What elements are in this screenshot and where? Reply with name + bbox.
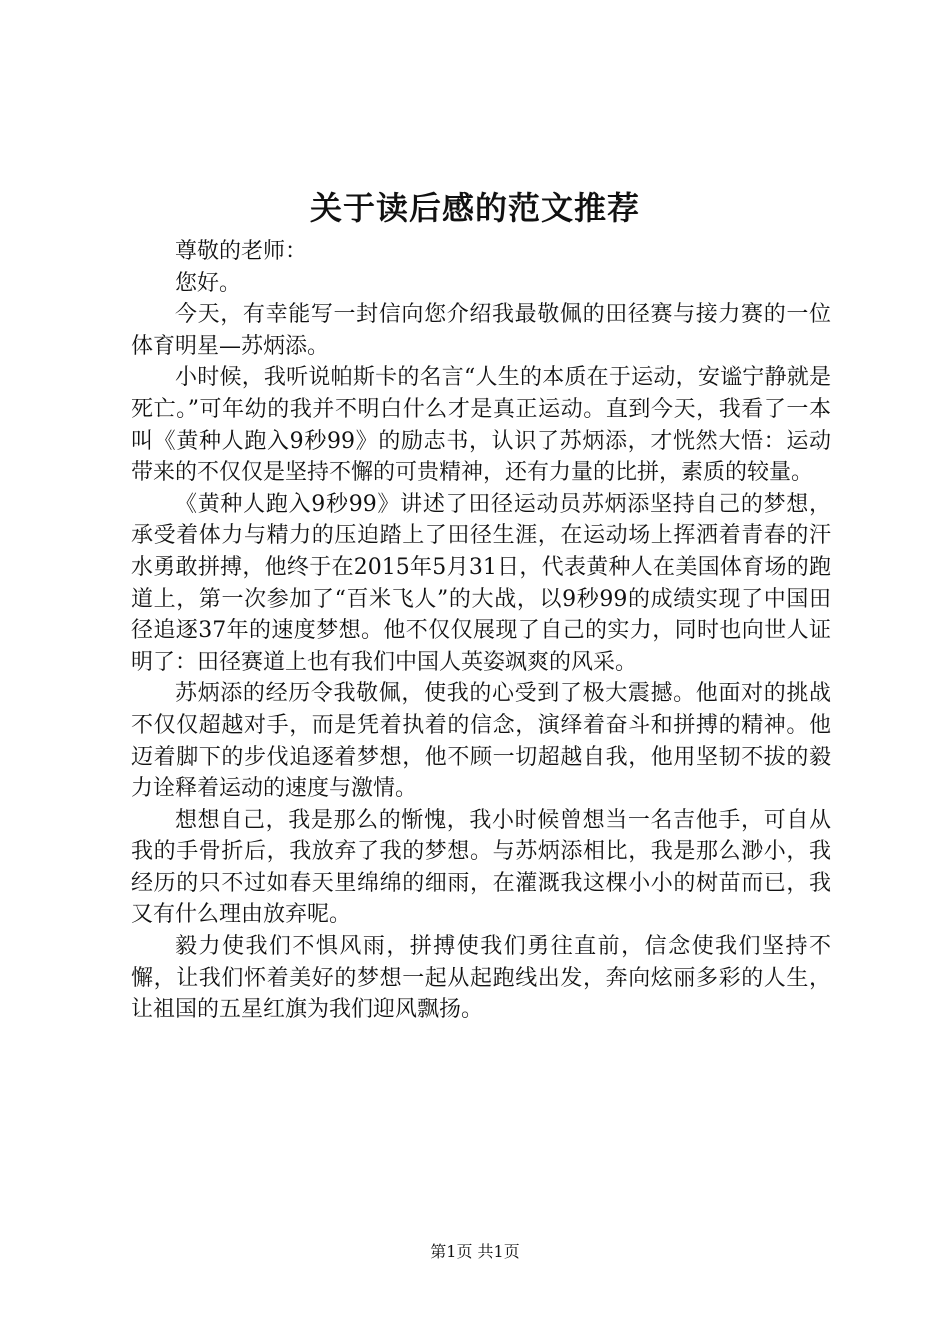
body-paragraph: 小时候，我听说帕斯卡的名言“人生的本质在于运动，安谧宁静就是死亡。”可年幼的我并不明白什么才是真正运动。直到今天，我看了一本叫《黄种人跑入9秒99》的励志书，认识了苏炳添，才恍然大悟：运动带来的不仅仅是坚持不懈的可贵精神，还有力量的比拼，素质的较量。 bbox=[131, 365, 831, 486]
document-body bbox=[131, 236, 831, 1026]
body-paragraph: 想想自己，我是那么的惭愧，我小时候曾想当一名吉他手，可自从我的手骨折后，我放弃了我的梦想。与苏炳添相比，我是那么渺小，我经历的只不过如春天里绵绵的细雨，在灌溉我这棵小小的树苗而已，我又有什么理由放弃呢。 bbox=[131, 807, 831, 928]
greeting: 您好。 bbox=[175, 270, 242, 296]
body-paragraph: 毅力使我们不惧风雨，拼搏使我们勇往直前，信念使我们坚持不懈，让我们怀着美好的梦想一起从起跑线出发，奔向炫丽多彩的人生，让祖国的五星红旗为我们迎风飘扬。 bbox=[131, 934, 831, 1023]
document-title: 关于读后感的范文推荐 bbox=[309, 189, 640, 227]
body-paragraph: 《黄种人跑入9秒99》讲述了田径运动员苏炳添坚持自己的梦想，承受着体力与精力的压迫踏上了田径生涯，在运动场上挥洒着青春的汗水勇敢拼搏，他终于在2015年5月31日，代表黄种人在美国体育场的跑道上，第一次参加了“百米飞人”的大战，以9秒99的成绩实现了中国田径追逐37年的速度梦想。他不仅仅展现了自己的实力，同时也向世人证明了：田径赛道上也有我们中国人英姿飒爽的风采。 bbox=[131, 491, 831, 675]
body-paragraph: 苏炳添的经历令我敬佩，使我的心受到了极大震撼。他面对的挑战不仅仅超越对手，而是凭着执着的信念，演绎着奋斗和拼搏的精神。他迈着脚下的步伐追逐着梦想，他不顾一切超越自我，他用坚韧不拔的毅力诠释着运动的速度与激情。 bbox=[131, 681, 831, 802]
page-footer: 第1页 共1页 bbox=[430, 1242, 520, 1261]
body-paragraph: 今天，有幸能写一封信向您介绍我最敬佩的田径赛与接力赛的一位体育明星—苏炳添。 bbox=[131, 302, 831, 359]
salutation: 尊敬的老师： bbox=[175, 239, 308, 264]
